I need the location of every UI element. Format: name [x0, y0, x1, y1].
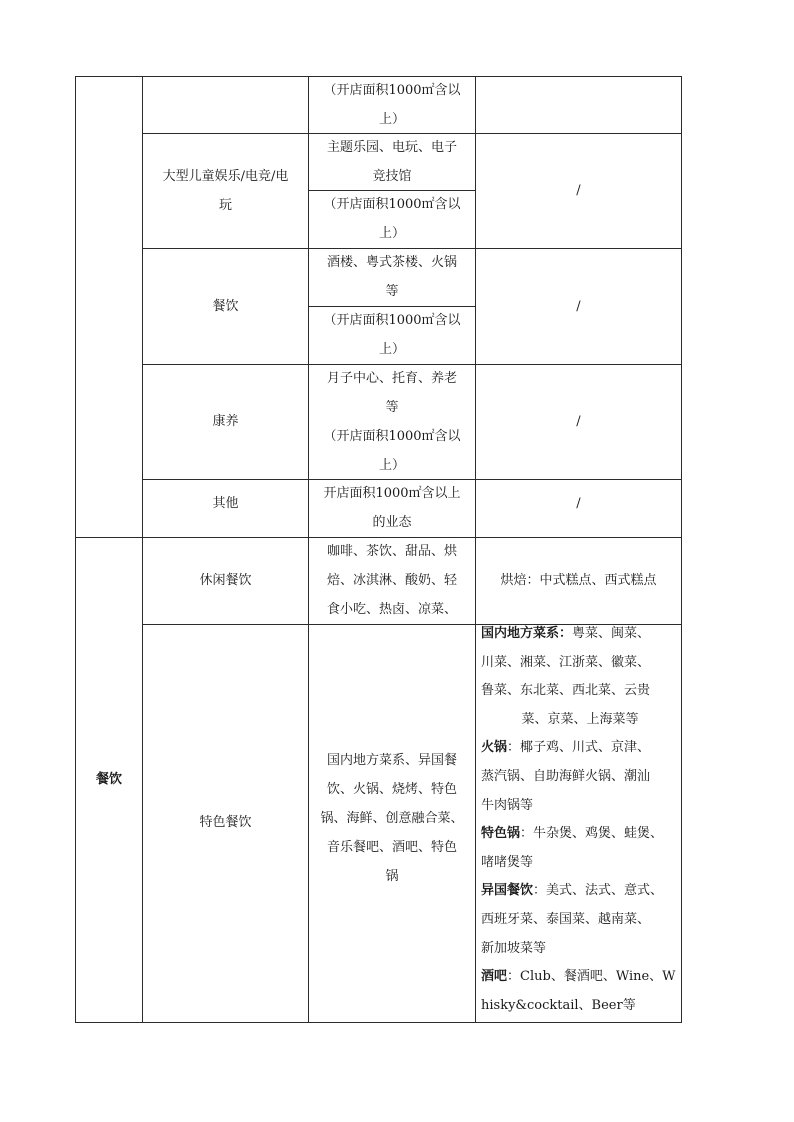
- remark-text: 川菜、湘菜、江浙菜、徽菜、: [481, 654, 651, 670]
- remark-heading: 特色锅: [481, 826, 521, 842]
- cell-format-desc: 开店面积1000㎡含以上 的业态: [323, 486, 461, 530]
- cell-format-desc: 主题乐园、电玩、电子 竞技馆: [326, 140, 457, 184]
- remark-heading: 国内地方菜系：: [481, 626, 573, 641]
- remark-heading: 酒吧: [481, 969, 508, 985]
- cell-remark: /: [576, 414, 581, 429]
- col-divider-3: [475, 76, 476, 1023]
- remark-text: 蒸汽锅、自助海鲜火锅、潮汕: [481, 768, 651, 784]
- remark-line: [481, 706, 679, 735]
- remark-text: 粤菜、闽菜、: [572, 626, 651, 641]
- table-border-bottom: [75, 1022, 682, 1023]
- remark-line: [481, 820, 679, 849]
- cell-remark: /: [576, 183, 581, 198]
- remark-line: [481, 620, 679, 649]
- remark-text: 新加坡菜等: [481, 940, 547, 956]
- remark-line: [481, 849, 679, 878]
- remark-line: [481, 906, 679, 935]
- remark-text: 西班牙菜、泰国菜、越南菜、: [481, 911, 651, 927]
- cell-format-desc: 咖啡、茶饮、甜品、烘 焙、冰淇淋、酸奶、轻 食小吃、热卤、凉菜、: [326, 544, 457, 617]
- remark-text: ：美式、法式、意式、: [533, 883, 664, 899]
- remark-text: ：牛杂煲、鸡煲、蛙煲、: [520, 826, 664, 842]
- remark-line: [481, 877, 679, 906]
- cell-remark-detail: [481, 620, 679, 1020]
- remark-text: 鲁菜、东北菜、西北菜、云贵: [481, 683, 651, 699]
- remark-line: [481, 963, 679, 992]
- cell-format-name: 特色餐饮: [199, 815, 252, 830]
- remark-text: ：椰子鸡、川式、京津、: [507, 740, 651, 756]
- remark-heading: 火锅: [481, 740, 508, 756]
- cell-format-name: 休闲餐饮: [199, 573, 252, 588]
- cell-format-name: 其他: [212, 496, 239, 511]
- remark-text: hisky&cocktail、Beer等: [481, 997, 636, 1013]
- cell-format-name: 大型儿童娱乐/电竞/电 玩: [162, 169, 289, 213]
- remark-line: [481, 734, 679, 763]
- remark-line: [481, 649, 679, 678]
- remark-line: [481, 992, 679, 1021]
- remark-text: 啫啫煲等: [481, 854, 534, 870]
- remark-line: [481, 792, 679, 821]
- cell-remark: 烘焙：中式糕点、西式糕点: [500, 573, 657, 588]
- remark-text: ：Club、餐酒吧、Wine、W: [507, 969, 676, 985]
- table-border-left: [75, 76, 76, 1023]
- table-border-right: [681, 76, 682, 1023]
- cell-format-name: 餐饮: [212, 299, 239, 314]
- cell-format-desc: 酒楼、粤式茶楼、火锅 等: [326, 255, 457, 299]
- cell-area-note: （开店面积1000㎡含以 上）: [323, 313, 461, 357]
- category-label: 餐饮: [95, 772, 122, 787]
- remark-line: [481, 935, 679, 964]
- cell-area-note: （开店面积1000㎡含以 上）: [323, 197, 461, 241]
- cell-area-note: （开店面积1000㎡含以 上）: [323, 83, 461, 127]
- remark-line: [481, 677, 679, 706]
- remark-heading: 异国餐饮: [481, 883, 534, 899]
- remark-text: 牛肉锅等: [481, 797, 534, 813]
- cell-remark: /: [576, 496, 581, 511]
- cell-remark: /: [576, 299, 581, 314]
- cell-format-desc: 月子中心、托育、养老 等 （开店面积1000㎡含以 上）: [323, 371, 461, 473]
- cell-format-desc: 国内地方菜系、异国餐 饮、火锅、烧烤、特色 锅、海鲜、创意融合菜、 音乐餐吧、酒吧、特色 锅: [320, 753, 464, 884]
- cell-format-name: 康养: [212, 414, 239, 429]
- remark-line: [481, 763, 679, 792]
- remark-text: 菜、京菜、上海菜等: [521, 711, 639, 727]
